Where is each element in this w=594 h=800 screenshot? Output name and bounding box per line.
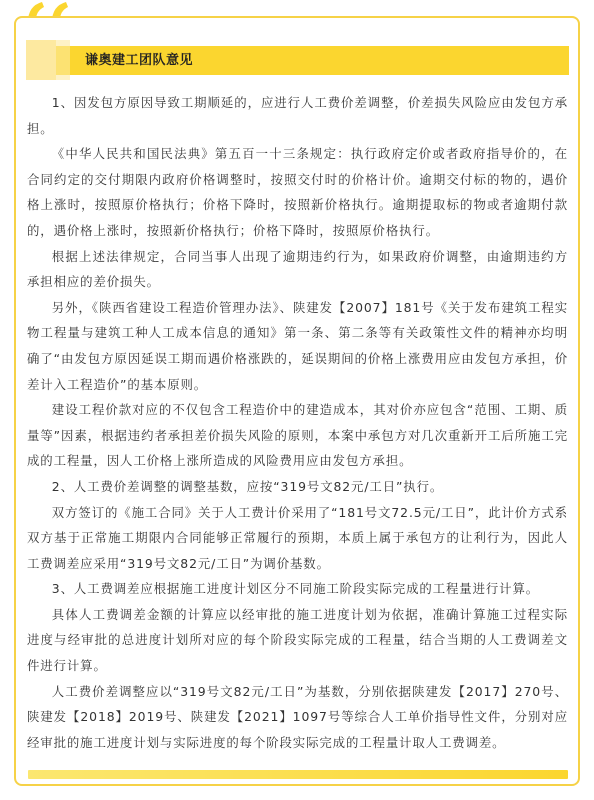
paragraph: 另外，《陕西省建设工程造价管理办法》、陕建发【2007】181号《关于发布建筑工程实物工程量与建筑工种人工成本信息的通知》第一条、第二条等有关政策性文件的精神亦均明确了“由发包方原因延误工期而遇价格涨跌的，延误期间的价格上涨费用应由发包方承担，价差计入工程造价”的基本原则。 <box>27 299 568 392</box>
paragraph: 2、人工费价差调整的调整基数，应按“319号文82元/工日”执行。 <box>51 478 444 494</box>
paragraph: 人工费价差调整应以“319号文82元/工日”为基数，分别依据陕建发【2017】270号、陕建发【2018】2019号、陕建发【2021】1097号等综合人工单价指导性文件，分别对应经审批的施工进度计划与实际进度的每个阶段实际完成的工程量计取人工费调差。 <box>27 683 568 750</box>
section-title: 谦奥建工团队意见 <box>85 53 194 68</box>
paragraph: 双方签订的《施工合同》关于人工费计价采用了“181号文72.5元/工日”，此计价方式系双方基于正常施工期限内合同能够正常履行的预期，本质上属于承包方的让利行为，因此人工费调差应采用“319号文82元/工日”为调价基数。 <box>27 504 568 571</box>
paragraph: 根据上述法律规定，合同当事人出现了逾期违约行为，如果政府价调整，由逾期违约方承担相应的差价损失。 <box>27 248 568 290</box>
paragraph: 《中华人民共和国民法典》第五百一十三条规定：执行政府定价或者政府指导价的，在合同约定的交付期限内政府价格调整时，按照交付时的价格计价。逾期交付标的物的，遇价格上涨时，按照原价格执行；价格下降时，按照新价格执行。逾期提取标的物或者逾期付款的，遇价格上涨时，按照新价格执行；价格下降时，按照原价格执行。 <box>27 146 568 238</box>
paragraph: 3、人工费调差应根据施工进度计划区分不同施工阶段实际完成的工程量进行计算。 <box>51 581 540 597</box>
article-body <box>27 90 568 755</box>
paragraph: 具体人工费调差金额的计算应以经审批的施工进度计划为依据，准确计算施工过程实际进度与经审批的总进度计划所对应的每个阶段实际完成的工程量，结合当期的人工费调差文件进行计算。 <box>27 606 568 674</box>
bottom-accent-bar <box>28 770 568 779</box>
title-accent-block <box>26 40 56 80</box>
paragraph: 1、因发包方原因导致工期顺延的，应进行人工费价差调整，价差损失风险应由发包方承担。 <box>27 95 568 136</box>
title-accent-fade <box>56 40 70 80</box>
paragraph: 建设工程价款对应的不仅包含工程造价中的建造成本，其对价亦应包含“范围、工期、质量等”因素，根据违约者承担差价损失风险的原则，本案中承包方对几次重新开工后所施工完成的工程量，因人工价格上涨所造成的风险费用应由发包方承担。 <box>27 402 568 469</box>
